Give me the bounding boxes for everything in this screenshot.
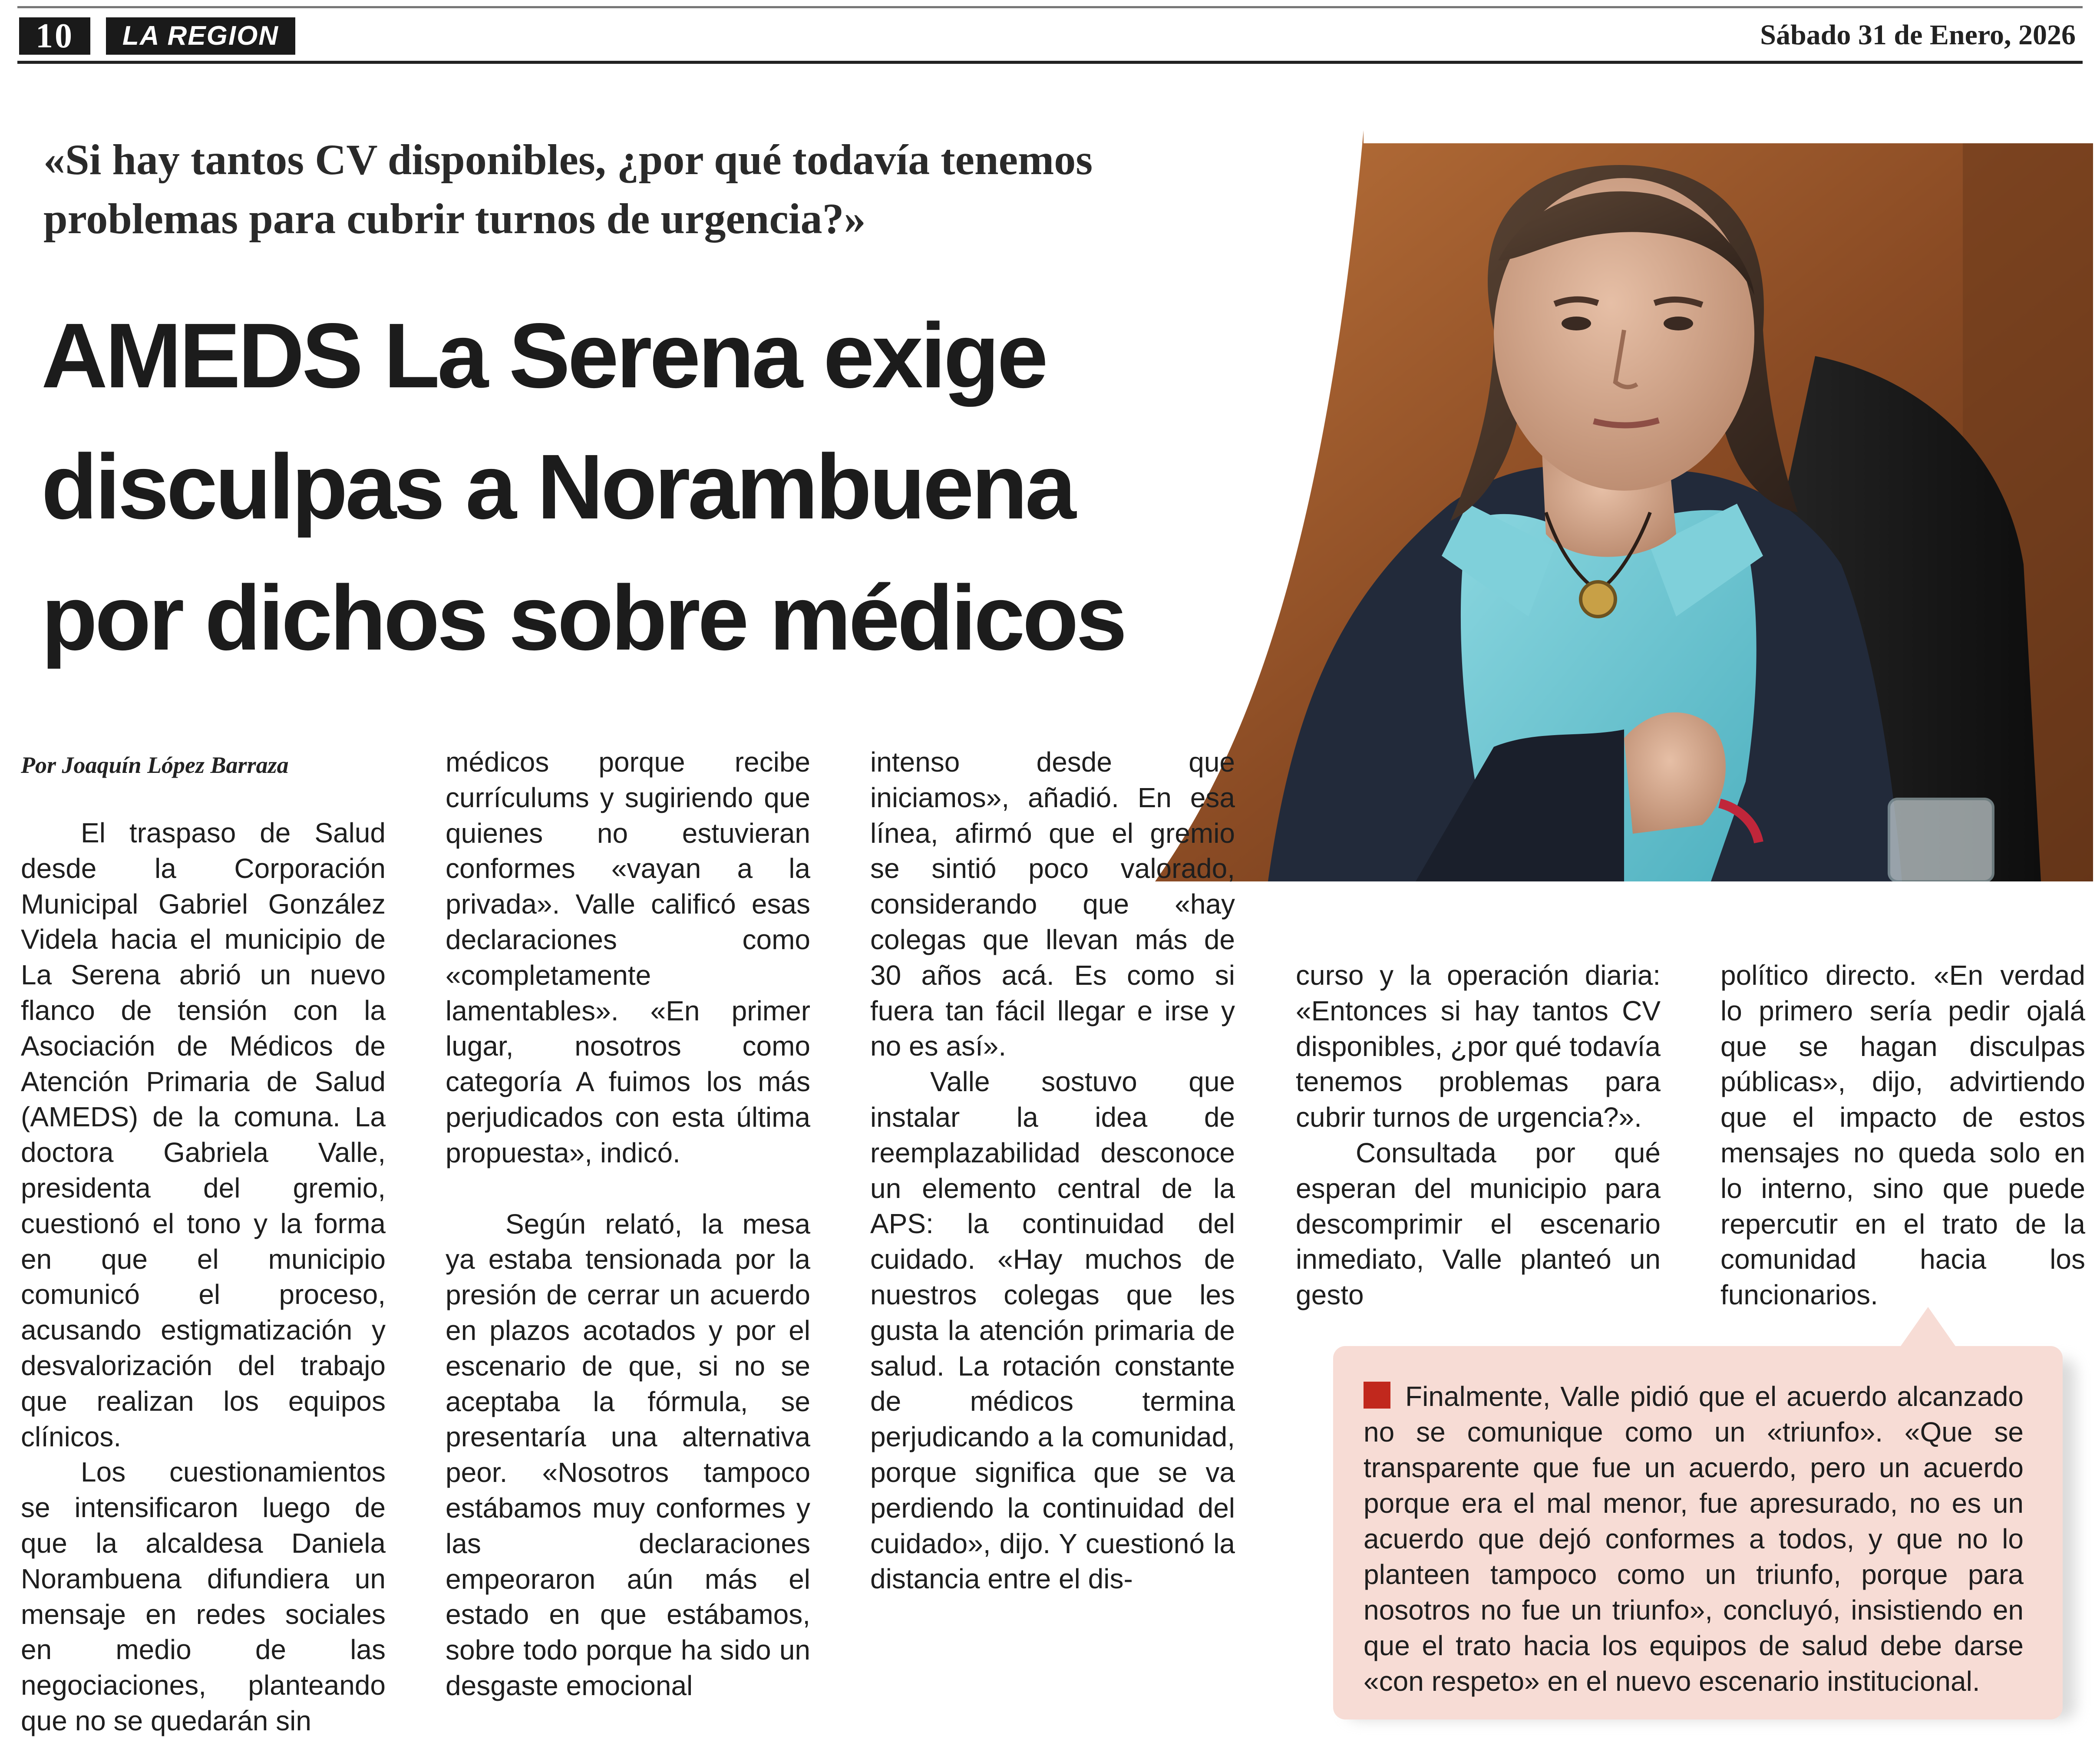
headline: AMEDS La Serena exige disculpas a Norambuena por dichos sobre médicos: [41, 304, 1125, 669]
page-number: 10: [19, 17, 90, 55]
body-column-4: [1296, 958, 1661, 1313]
paragraph: Los cuestionamientos se intensificaron luego de que la alcaldesa Daniela Norambuena difundiera un mensaje en redes sociales en medio de las negociaciones, planteando que no se quedarán sin: [21, 1456, 386, 1736]
paragraph: Consultada por qué esperan del municipio para descomprimir el escenario inmediato, Valle planteó un gesto: [1296, 1137, 1661, 1311]
paragraph: Según relató, la mesa ya estaba tensionada por la presión de cerrar un acuerdo en plazos acotados y por el escenario de que, si no se aceptaba la fórmula, se presentaría una alternativa peor. «Nosotros tampoco estábamos muy conformes y las declaraciones empeoraron aún más el estado en que estábamos, sobre todo porque ha sido un desgaste emocional: [446, 1208, 810, 1701]
kicker-quote: «Si hay tantos CV disponibles, ¿por qué todavía tenemos problemas para cubrir turnos de urgencia?»: [43, 135, 1093, 243]
portrait-photo: [1138, 130, 2093, 881]
masthead-logo: LA REGION: [106, 17, 295, 55]
body-column-2: [446, 745, 810, 1704]
paragraph: Valle sostuvo que instalar la idea de reemplazabilidad desconoce un elemento central de la APS: la continuidad del cuidado. «Hay muchos de nuestros colegas que les gusta la atención primaria de salud. La rotación constante de médicos termina perjudicando a la comunidad, porque significa que se va perdiendo la continuidad del cuidado», dijo. Y cuestionó la distancia entre el dis-: [870, 1066, 1235, 1595]
body-column-5: [1720, 958, 2085, 1313]
callout-pointer: [1898, 1307, 1958, 1350]
paragraph: intenso desde que iniciamos», añadió. En esa línea, afirmó que el gremio se sintió poco valorado, considerando que «hay colegas que llevan más de 30 años acá. Es como si fuera tan fácil llegar e irse y no es así».: [870, 746, 1235, 1062]
byline: Por Joaquín López Barraza: [21, 752, 289, 778]
body-column-3: [870, 745, 1235, 1597]
paragraph: El traspaso de Salud desde la Corporación Municipal Gabriel González Videla hacia el municipio de La Serena abrió un nuevo flanco de tensión con la Asociación de Médicos de Atención Primaria de Salud (AMEDS) de la comuna. La doctora Gabriela Valle, presidenta del gremio, cuestionó el tono y la forma en que el municipio comunicó el proceso, acusando estigmatización y desvalorización del trabajo que realizan los equipos clínicos.: [21, 817, 386, 1452]
header-rule: [17, 61, 2083, 64]
paragraph: político directo. «En verdad lo primero sería pedir ojalá que se hagan disculpas públicas», dijo, advirtiendo que el impacto de estos mensajes no queda solo en lo interno, sino que puede repercutir en el trato de la comunidad hacia los funcionarios.: [1720, 960, 2085, 1311]
paragraph: curso y la operación diaria: «Entonces si hay tantos CV disponibles, ¿por qué todavía tenemos problemas para cubrir turnos de urgencia?».: [1296, 960, 1661, 1133]
callout-marker-icon: [1364, 1382, 1390, 1409]
issue-date: Sábado 31 de Enero, 2026: [1760, 19, 2076, 51]
callout-text: [1364, 1379, 2024, 1699]
body-column-1: [21, 815, 386, 1739]
top-rule: [17, 6, 2083, 8]
paragraph: médicos porque recibe currículums y sugiriendo que quienes no estuvieran conformes «vayan a la privada». Valle calificó esas declaraciones como «completamente lamentables». «En primer lugar, nosotros como categoría A fuimos los más perjudicados con esta última propuesta», indicó.: [446, 746, 810, 1168]
callout-body: Finalmente, Valle pidió que el acuerdo alcanzado no se comunique como un «triunfo». «Que se transparente que fue un acuerdo, pero un acuerdo porque era el mal menor, fue apresurado, no es un acuerdo que dejó conformes a todos, y que no lo planteen tampoco como un triunfo, porque para nosotros no fue un triunfo», concluyó, insistiendo en que el trato hacia los equipos de salud debe darse «con respeto» en el nuevo escenario institucional.: [1364, 1381, 2024, 1697]
